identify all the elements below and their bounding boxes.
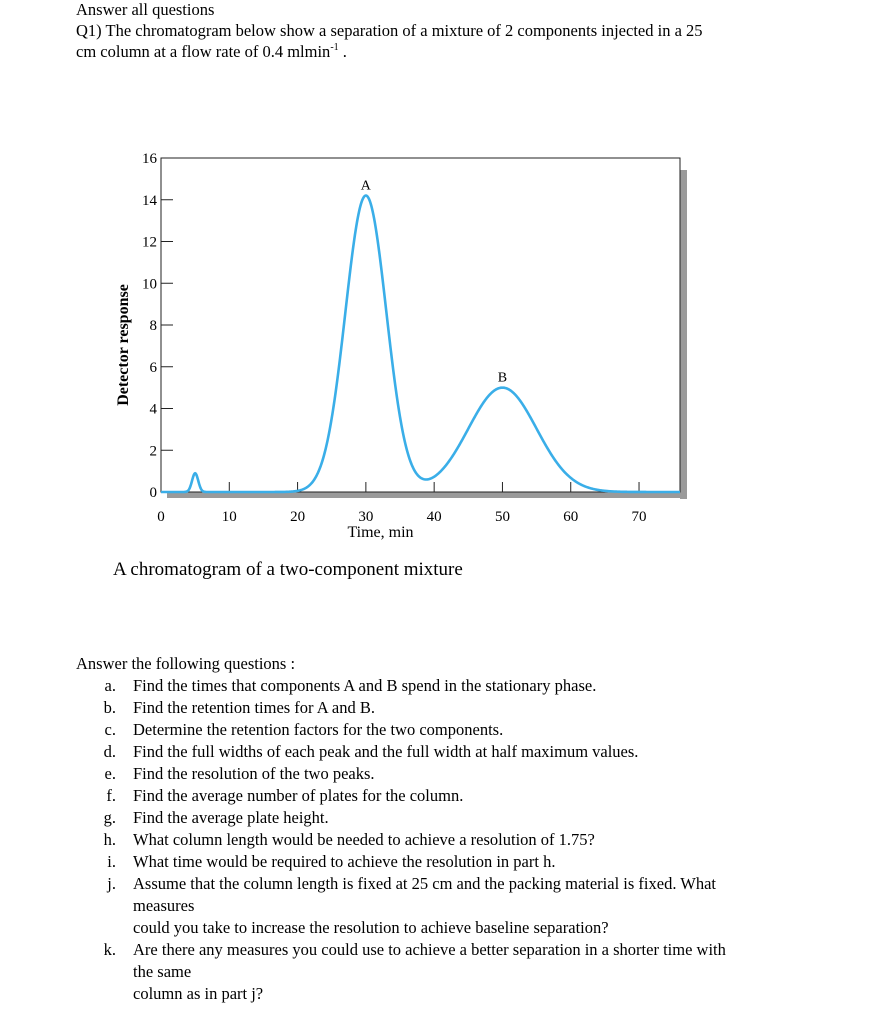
y-tick-label: 12 [142,234,157,251]
question-letter: i. [107,852,116,871]
x-tick-label: 20 [290,509,306,525]
flow-rate-unit-exponent: -1 [330,42,339,53]
y-tick-label: 10 [142,276,157,293]
questions-intro: Answer the following questions : [76,654,296,673]
question-letter: k. [103,940,116,959]
question-text: What time would be required to achieve the resolution in part h. [133,852,556,871]
question-1-line-2-end: . [338,42,347,61]
chromatogram-chart [100,145,700,550]
y-tick-label: 4 [149,401,157,418]
question-text: Find the retention times for A and B. [133,698,375,717]
question-text: Find the average plate height. [133,808,329,827]
x-tick-label: 40 [426,509,442,525]
question-text: column as in part j? [133,984,264,1003]
x-tick-label: 70 [631,509,647,525]
y-tick-label: 16 [142,151,157,167]
question-text: Assume that the column length is fixed at 25 cm and the packing material is fixed. What [133,874,717,893]
question-1-line-2-text: cm column at a flow rate of 0.4 mlmin [76,42,331,61]
peak-label-a: A [360,178,371,194]
question-letter: c. [104,720,116,739]
question-letter: h. [103,830,116,849]
question-text: Find the full widths of each peak and the full width at half maximum values. [133,742,639,761]
question-1-line-2 [76,42,347,62]
question-text: could you take to increase the resolution to achieve baseline separation? [133,918,609,937]
y-tick-label: 6 [149,359,157,376]
question-letter: g. [103,808,116,827]
question-text: Are there any measures you could use to achieve a better separation in a shorter time with [133,940,726,959]
question-1-line-1: Q1) The chromatogram below show a separation of a mixture of 2 components injected in a 25 [76,21,703,40]
question-letter: j. [107,874,116,893]
plot-frame [161,158,680,492]
y-tick-label: 0 [149,485,157,501]
question-letter: a. [104,676,116,695]
frame-shadow-right [680,170,687,499]
question-text: measures [133,896,195,915]
x-tick-label: 50 [494,509,510,525]
question-text: Determine the retention factors for the two components. [133,720,504,739]
peak-label-b: B [497,370,508,386]
question-text: the same [133,962,192,981]
question-text: Find the resolution of the two peaks. [133,764,375,783]
question-text: Find the times that components A and B spend in the stationary phase. [133,676,597,695]
question-text: What column length would be needed to achieve a resolution of 1.75? [133,830,595,849]
question-text: Find the average number of plates for the column. [133,786,464,805]
y-axis-title: Detector response [115,284,132,406]
x-tick-label: 30 [358,509,374,525]
assignment-header: Answer all questions [76,0,215,19]
y-tick-label: 2 [149,443,157,460]
chart-caption: A chromatogram of a two-component mixture [113,559,463,580]
x-axis-title: Time, min [347,524,414,541]
x-tick-label: 10 [221,509,237,525]
question-letter: d. [103,742,116,761]
question-letter: e. [104,764,116,783]
y-tick-label: 8 [149,318,157,334]
x-tick-label: 60 [563,509,579,525]
x-tick-label: 0 [157,509,165,525]
question-letter: b. [103,698,116,717]
y-tick-label: 14 [142,192,157,209]
question-letter: f. [106,786,116,805]
